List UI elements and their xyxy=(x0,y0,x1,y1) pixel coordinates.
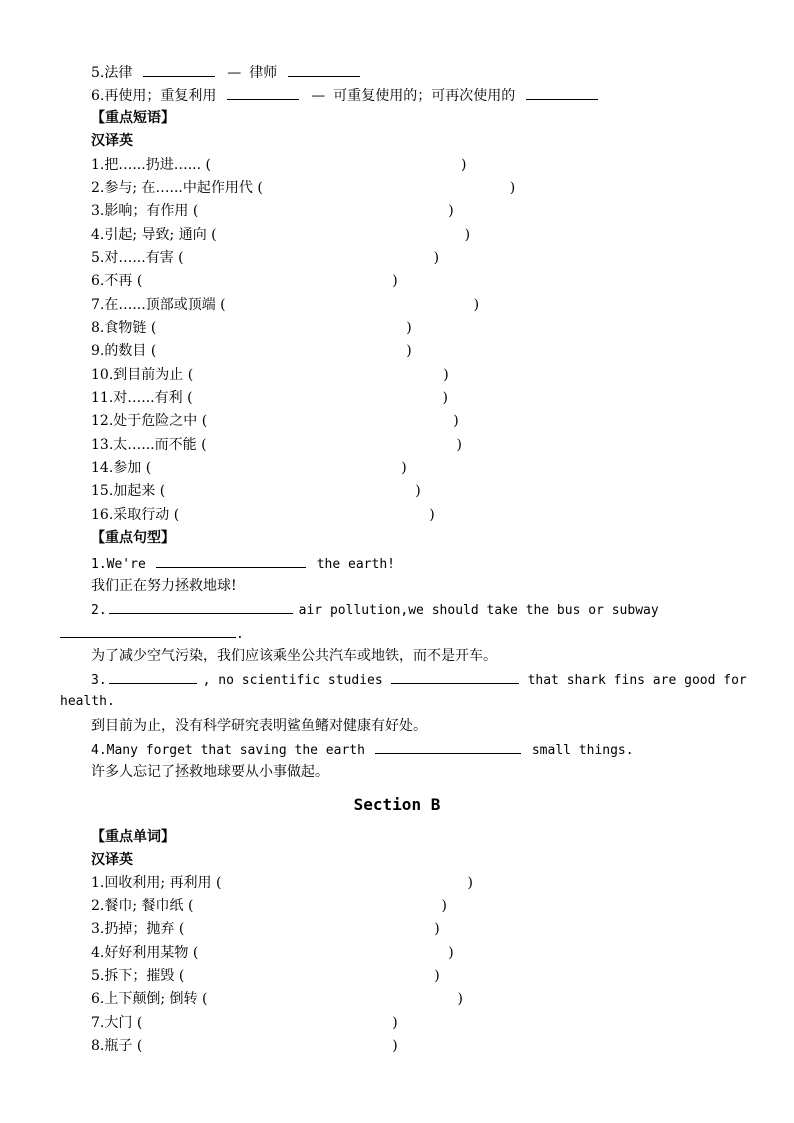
answer-blank[interactable] xyxy=(109,669,197,684)
open-paren: ( xyxy=(215,875,222,891)
phrase-label: 4.引起; 导致; 通向 xyxy=(91,227,207,243)
close-paren: ) xyxy=(442,390,449,406)
section-header-words: 【重点单词】 xyxy=(91,829,175,845)
sentence-text: the earth! xyxy=(316,557,395,572)
close-paren: ) xyxy=(401,460,407,476)
word-label: 4.好好利用某物 xyxy=(91,945,189,961)
phrase-item xyxy=(91,435,462,455)
dash-separator: — xyxy=(311,88,326,104)
sentence-text: 4.Many forget that saving the earth xyxy=(91,743,365,758)
phrase-label: 13.太…...而不能 xyxy=(91,437,197,453)
close-paren: ) xyxy=(406,320,412,336)
answer-blank[interactable] xyxy=(156,553,306,568)
dash-separator: — xyxy=(227,65,242,81)
section-header-phrases: 【重点短语】 xyxy=(91,110,175,126)
phrase-item xyxy=(91,458,407,478)
sentence-text: air pollution,we should take the bus or subway xyxy=(298,603,659,618)
word-item xyxy=(91,873,473,893)
phrase-item xyxy=(91,201,454,221)
answer-blank[interactable] xyxy=(109,599,293,614)
sentence-text: 3. xyxy=(91,673,107,688)
word-label: 5.拆下；摧毁 xyxy=(91,968,175,984)
phrase-label: 16.采取行动 xyxy=(91,507,170,523)
phrase-item xyxy=(91,155,466,175)
item-number: 6. xyxy=(91,88,105,104)
sentence-4-translation: 许多人忘记了拯救地球要从小事做起。 xyxy=(91,764,329,780)
phrase-item xyxy=(91,248,439,268)
close-paren: ) xyxy=(473,297,480,313)
word-label: 1.回收利用; 再利用 xyxy=(91,875,212,891)
close-paren: ) xyxy=(448,203,454,219)
sentence-3-wrap: health. xyxy=(60,694,115,709)
close-paren: ) xyxy=(464,227,471,243)
close-paren: ) xyxy=(456,437,463,453)
phrase-item xyxy=(91,505,435,525)
word-prompt: 可重复使用的；可再次使用的 xyxy=(333,88,516,104)
phrase-label: 7.在…...顶部或顶端 xyxy=(91,297,216,313)
sentence-4 xyxy=(91,739,634,759)
open-paren: ( xyxy=(201,437,207,453)
phrase-label: 5.对…...有害 xyxy=(91,250,174,266)
word-item xyxy=(91,1036,398,1056)
close-paren: ) xyxy=(467,875,473,891)
section-b-title: Section B xyxy=(353,795,441,814)
word-item xyxy=(91,966,440,986)
phrase-item xyxy=(91,481,421,501)
close-paren: ) xyxy=(453,413,459,429)
open-paren: ( xyxy=(159,483,166,499)
phrase-item xyxy=(91,271,398,291)
open-paren: ( xyxy=(136,1015,143,1031)
answer-blank[interactable] xyxy=(227,85,299,100)
cn-to-en-label: 汉译英 xyxy=(91,852,133,868)
phrase-item xyxy=(91,225,470,245)
open-paren: ( xyxy=(192,945,199,961)
open-paren: ( xyxy=(178,250,184,266)
open-paren: ( xyxy=(145,460,152,476)
close-paren: ) xyxy=(457,991,463,1007)
sentence-3 xyxy=(91,669,747,689)
word-label: 8.瓶子 xyxy=(91,1038,133,1054)
answer-blank[interactable] xyxy=(526,85,598,100)
close-paren: ) xyxy=(429,507,435,523)
word-label: 7.大门 xyxy=(91,1015,133,1031)
sentence-1-translation: 我们正在努力拯救地球! xyxy=(91,578,237,594)
open-paren: ( xyxy=(205,157,211,173)
phrase-item xyxy=(91,178,515,198)
answer-blank[interactable] xyxy=(143,62,215,77)
open-paren: ( xyxy=(201,413,208,429)
phrase-label: 11.对…...有利 xyxy=(91,390,183,406)
word-label: 2.餐巾; 餐巾纸 xyxy=(91,898,184,914)
sentence-text: that shark fins are good for xyxy=(527,673,747,688)
word-prompt: 再使用；重复利用 xyxy=(104,88,217,104)
sentence-1 xyxy=(91,553,395,573)
item-number: 5. xyxy=(91,65,105,81)
sentence-text: 1.We're xyxy=(91,557,146,572)
phrase-label: 14.参加 xyxy=(91,460,142,476)
word-item xyxy=(91,1013,398,1033)
open-paren: ( xyxy=(187,390,193,406)
close-paren: ) xyxy=(392,273,398,289)
phrase-label: 8.食物链 xyxy=(91,320,147,336)
word-prompt: 法律 xyxy=(104,65,133,81)
close-paren: ) xyxy=(415,483,421,499)
close-paren: ) xyxy=(509,180,516,196)
open-paren: ( xyxy=(187,367,194,383)
sentence-text: . xyxy=(236,627,244,642)
word-prompt: 律师 xyxy=(249,65,278,81)
close-paren: ) xyxy=(441,898,447,914)
word-label: 6.上下颠倒; 倒转 xyxy=(91,991,198,1007)
close-paren: ) xyxy=(448,945,454,961)
word-item xyxy=(91,919,440,939)
open-paren: ( xyxy=(150,343,157,359)
sentence-2 xyxy=(91,599,659,619)
phrase-label: 2.参与; 在…...中起作用代 xyxy=(91,180,253,196)
phrase-label: 3.影响；有作用 xyxy=(91,203,189,219)
phrase-item xyxy=(91,411,459,431)
close-paren: ) xyxy=(443,367,449,383)
sentence-2-wrap xyxy=(60,623,244,643)
answer-blank[interactable] xyxy=(391,669,519,684)
open-paren: ( xyxy=(178,921,185,937)
answer-blank[interactable] xyxy=(288,62,360,77)
close-paren: ) xyxy=(406,343,412,359)
open-paren: ( xyxy=(201,991,208,1007)
word-item xyxy=(91,896,447,916)
word-line-6 xyxy=(91,85,598,105)
close-paren: ) xyxy=(434,921,440,937)
word-label: 3.扔掉；抛弃 xyxy=(91,921,175,937)
phrase-item xyxy=(91,365,449,385)
phrase-label: 12.处于危险之中 xyxy=(91,413,198,429)
close-paren: ) xyxy=(392,1038,398,1054)
word-item xyxy=(91,989,463,1009)
open-paren: ( xyxy=(257,180,263,196)
open-paren: ( xyxy=(173,507,180,523)
phrase-item xyxy=(91,341,412,361)
word-line-5 xyxy=(91,62,360,82)
open-paren: ( xyxy=(220,297,226,313)
phrase-item xyxy=(91,295,479,315)
sentence-text: small things. xyxy=(531,743,634,758)
phrase-label: 6.不再 xyxy=(91,273,133,289)
sentence-3-translation: 到目前为止，没有科学研究表明鲨鱼鳍对健康有好处。 xyxy=(91,718,427,734)
open-paren: ( xyxy=(211,227,217,243)
close-paren: ) xyxy=(433,250,440,266)
phrase-label: 10.到目前为止 xyxy=(91,367,184,383)
open-paren: ( xyxy=(192,203,199,219)
answer-blank[interactable] xyxy=(375,739,521,754)
section-header-sentences: 【重点句型】 xyxy=(91,530,175,546)
answer-blank[interactable] xyxy=(60,623,236,638)
close-paren: ) xyxy=(434,968,440,984)
phrase-label: 9.的数目 xyxy=(91,343,147,359)
close-paren: ) xyxy=(392,1015,398,1031)
open-paren: ( xyxy=(150,320,157,336)
open-paren: ( xyxy=(136,1038,143,1054)
close-paren: ) xyxy=(460,157,467,173)
open-paren: ( xyxy=(187,898,194,914)
phrase-item xyxy=(91,388,448,408)
cn-to-en-label: 汉译英 xyxy=(91,133,133,149)
phrase-item xyxy=(91,318,412,338)
open-paren: ( xyxy=(178,968,185,984)
sentence-text: , no scientific studies xyxy=(202,673,383,688)
sentence-2-translation: 为了减少空气污染，我们应该乘坐公共汽车或地铁，而不是开车。 xyxy=(91,648,497,664)
phrase-label: 15.加起来 xyxy=(91,483,156,499)
phrase-label: 1.把…...扔进…... xyxy=(91,157,202,173)
open-paren: ( xyxy=(136,273,143,289)
sentence-text: 2. xyxy=(91,603,107,618)
word-item xyxy=(91,943,454,963)
